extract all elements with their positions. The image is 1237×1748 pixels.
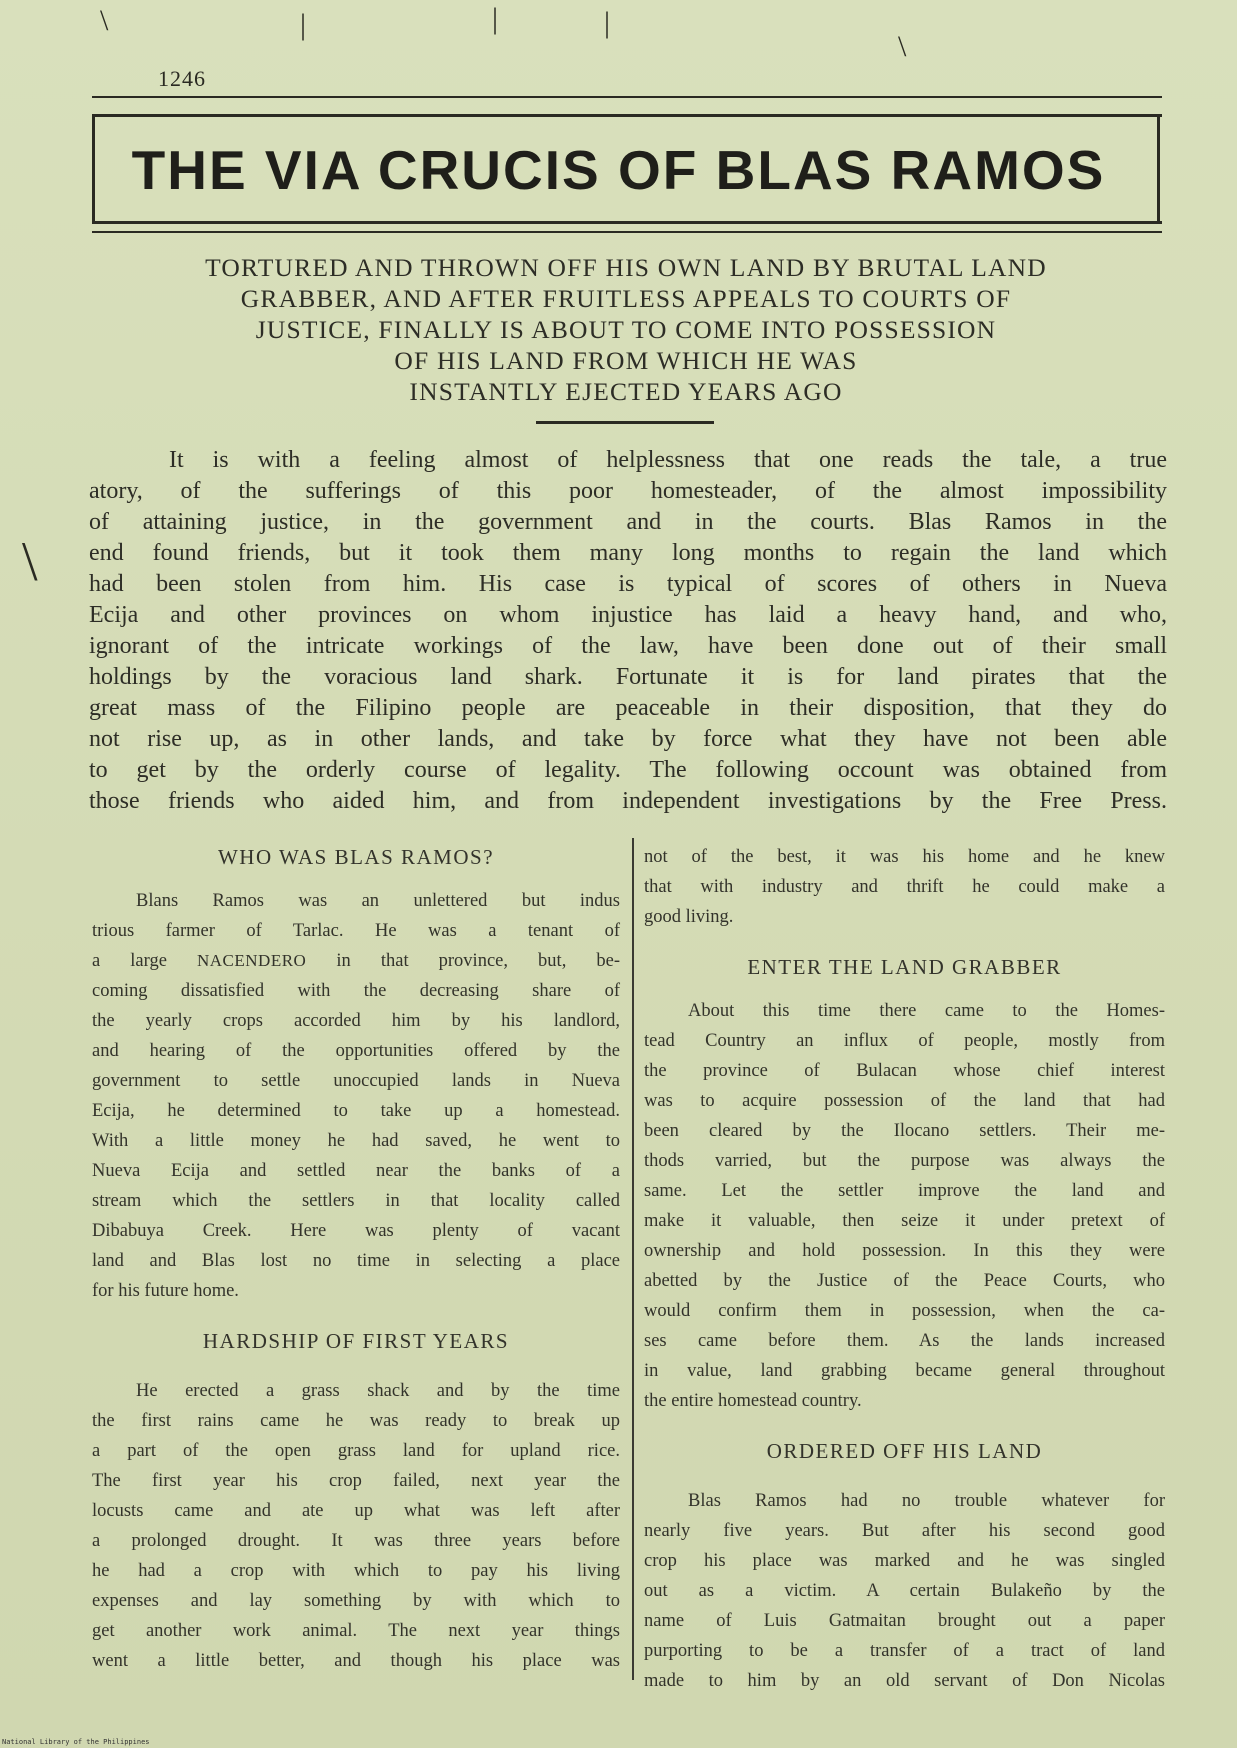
section-heading: ORDERED OFF HIS LAND	[766, 1439, 1043, 1463]
subheadline-line: JUSTICE, FINALLY IS ABOUT TO COME INTO POSSESSION	[255, 315, 997, 344]
intro-line: those friends who aided him, and from independent investigations by the Free Press.	[89, 788, 1167, 814]
print-speck: \	[22, 531, 38, 593]
text-line: that with industry and thrift he could make a	[644, 877, 1165, 897]
text-line: out as a victim. A certain Bulakeño by the	[644, 1581, 1165, 1601]
intro-line: of attaining justice, in the government and in the courts. Blas Ramos in the	[89, 509, 1167, 535]
archive-footer: National Library of the Philippines	[2, 1738, 150, 1746]
text-line: With a little money he had saved, he went to	[92, 1131, 620, 1151]
text-line: Ecija, he determined to take up a homestead.	[92, 1101, 620, 1121]
text-line: been cleared by the Ilocano settlers. Their me-	[644, 1121, 1165, 1141]
text-line: made to him by an old servant of Don Nicolas	[644, 1671, 1165, 1691]
text-line: the province of Bulacan whose chief interest	[644, 1061, 1165, 1081]
text-line: the entire homestead country.	[644, 1391, 862, 1411]
text-line	[92, 946, 620, 976]
intro-line: ignorant of the intricate workings of the law, have been done out of their small	[89, 633, 1167, 659]
text-line: thods varried, but the purpose was always the	[644, 1151, 1165, 1171]
left-column	[92, 842, 620, 1676]
text-line: and hearing of the opportunities offered by the	[92, 1041, 620, 1061]
text-fragment: in that province, but, be-	[336, 951, 620, 971]
text-line: for his future home.	[92, 1281, 239, 1301]
text-line: name of Luis Gatmaitan brought out a paper	[644, 1611, 1165, 1631]
intro-line: atory, of the sufferings of this poor homesteader, of the almost impossibility	[89, 478, 1167, 504]
text-line: Dibabuya Creek. Here was plenty of vacant	[92, 1221, 620, 1241]
text-line: ownership and hold possession. In this they were	[644, 1241, 1165, 1261]
text-line: tead Country an influx of people, mostly from	[644, 1031, 1165, 1051]
text-line: stream which the settlers in that locality called	[92, 1191, 620, 1211]
print-speck: |	[604, 6, 611, 39]
text-line: a prolonged drought. It was three years before	[92, 1531, 620, 1551]
text-line: the first rains came he was ready to break up	[92, 1411, 620, 1431]
print-speck: \	[898, 30, 907, 63]
text-line: ses came before them. As the lands increased	[644, 1331, 1165, 1351]
text-line: was to acquire possession of the land that had	[644, 1091, 1165, 1111]
text-fragment: a large	[92, 951, 167, 971]
top-rule	[92, 96, 1162, 98]
small-caps-word: NACENDERO	[196, 951, 307, 970]
bottom-rule-thick	[92, 221, 1162, 224]
text-line: make it valuable, then seize it under pretext of	[644, 1211, 1165, 1231]
headline-title: THE VIA CRUCIS OF BLAS RAMOS	[131, 139, 1106, 201]
intro-line: Ecija and other provinces on whom injustice has laid a heavy hand, and who,	[89, 602, 1167, 628]
text-line: he had a crop with which to pay his living	[92, 1561, 620, 1581]
intro-line: It is with a feeling almost of helplessness that one reads the tale, a true	[169, 447, 1167, 473]
intro-line: to get by the orderly course of legality. The following occount was obtained from	[89, 757, 1167, 783]
print-speck: \	[100, 4, 109, 37]
column-divider	[632, 838, 634, 1680]
text-line: would confirm them in possession, when the ca-	[644, 1301, 1165, 1321]
text-line: expenses and lay something by with which to	[92, 1591, 620, 1611]
text-line: Blans Ramos was an unlettered but indus	[136, 891, 620, 911]
page-number: 1246	[158, 66, 206, 91]
text-line: went a little better, and though his place was	[92, 1651, 620, 1671]
intro-line: holdings by the voracious land shark. Fortunate it is for land pirates that the	[89, 664, 1167, 690]
subheadline-line: GRABBER, AND AFTER FRUITLESS APPEALS TO COURTS OF	[240, 284, 1012, 313]
section-divider	[536, 421, 714, 424]
subheadline	[86, 252, 1166, 407]
subheadline-line: OF HIS LAND FROM WHICH HE WAS	[394, 346, 858, 375]
text-line: a part of the open grass land for upland rice.	[92, 1441, 620, 1461]
text-line: Blas Ramos had no trouble whatever for	[688, 1491, 1165, 1511]
text-line: get another work animal. The next year things	[92, 1621, 620, 1641]
text-line: land and Blas lost no time in selecting a place	[92, 1251, 620, 1271]
intro-line: not rise up, as in other lands, and take by force what they have not been able	[89, 726, 1167, 752]
text-line: trious farmer of Tarlac. He was a tenant of	[92, 921, 620, 941]
text-line: government to settle unoccupied lands in Nueva	[92, 1071, 620, 1091]
text-line: nearly five years. But after his second good	[644, 1521, 1165, 1541]
text-line: same. Let the settler improve the land and	[644, 1181, 1165, 1201]
text-line: purporting to be a transfer of a tract of land	[644, 1641, 1165, 1661]
text-line: in value, land grabbing became general throughout	[644, 1361, 1165, 1381]
bottom-rule	[92, 231, 1162, 233]
text-line: good living.	[644, 907, 734, 927]
intro-line: end found friends, but it took them many long months to regain the land which	[89, 540, 1167, 566]
text-line: About this time there came to the Homes-	[688, 1001, 1165, 1021]
text-line: Nueva Ecija and settled near the banks of a	[92, 1161, 620, 1181]
text-line: locusts came and ate up what was left after	[92, 1501, 620, 1521]
text-line: He erected a grass shack and by the time	[136, 1381, 620, 1401]
text-line: coming dissatisfied with the decreasing share of	[92, 981, 620, 1001]
text-line: abetted by the Justice of the Peace Courts, who	[644, 1271, 1165, 1291]
text-line: crop his place was marked and he was singled	[644, 1551, 1165, 1571]
subheadline-line: TORTURED AND THROWN OFF HIS OWN LAND BY BRUTAL LAND	[205, 253, 1047, 282]
text-line: The first year his crop failed, next year the	[92, 1471, 620, 1491]
print-speck: |	[300, 8, 307, 41]
print-speck: |	[492, 2, 499, 35]
section-heading: ENTER THE LAND GRABBER	[747, 955, 1062, 979]
text-line: not of the best, it was his home and he knew	[644, 847, 1165, 867]
section-heading: HARDSHIP OF FIRST YEARS	[202, 1329, 510, 1353]
intro-paragraph	[89, 445, 1167, 817]
subheadline-line: INSTANTLY EJECTED YEARS AGO	[409, 377, 843, 406]
text-line: the yearly crops accorded him by his landlord,	[92, 1011, 620, 1031]
intro-line: had been stolen from him. His case is typical of scores of others in Nueva	[89, 571, 1167, 597]
intro-line: great mass of the Filipino people are peaceable in their disposition, that they do	[89, 695, 1167, 721]
right-column	[644, 842, 1165, 1696]
section-heading: WHO WAS BLAS RAMOS?	[217, 845, 495, 869]
